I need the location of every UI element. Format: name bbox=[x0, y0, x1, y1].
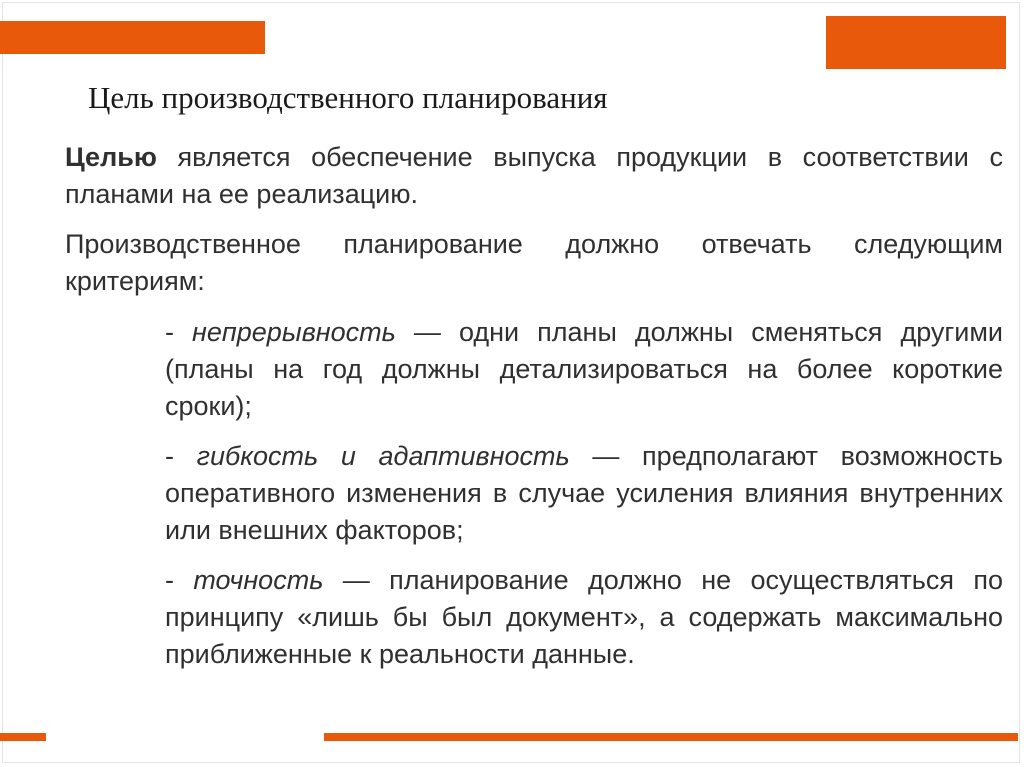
criterion-dash: - bbox=[165, 565, 194, 595]
goal-lead-word: Целью bbox=[65, 142, 157, 172]
criterion-item bbox=[65, 438, 1003, 549]
criterion-description: — предполагают возможность оперативного изменения в случае усиления влияния внутренних или внешних факторов; bbox=[165, 441, 1003, 545]
criterion-item bbox=[65, 562, 1003, 673]
criterion-term: точность bbox=[193, 565, 324, 595]
criteria-intro-text: Производственное планирование должно отвечать следующим критериям: bbox=[65, 229, 1003, 296]
goal-text: является обеспечение выпуска продукции в соответствии с планами на ее реализацию. bbox=[65, 142, 1003, 209]
criterion-term: непрерывность bbox=[192, 317, 396, 347]
criteria-intro-paragraph bbox=[65, 226, 1003, 300]
criterion-dash: - bbox=[165, 317, 193, 347]
criterion-term: гибкость и адаптивность bbox=[196, 441, 570, 471]
bottom-right-accent-bar bbox=[324, 733, 1018, 741]
criterion-item bbox=[65, 314, 1003, 425]
goal-paragraph bbox=[65, 139, 1003, 213]
criterion-description: — одни планы должны сменяться другими (планы на год должны детализироваться на более короткие сроки); bbox=[165, 317, 1004, 421]
bottom-left-accent-bar bbox=[0, 733, 46, 741]
criterion-description: — планирование должно не осуществляться по принципу «лишь бы был документ», а содержать максимально приближенные к реальности данные. bbox=[165, 565, 1003, 669]
top-right-accent-bar bbox=[826, 16, 1006, 69]
slide-title: Цель производственного планирования bbox=[88, 80, 608, 115]
criterion-dash: - bbox=[165, 441, 197, 471]
top-left-accent-bar bbox=[0, 21, 265, 54]
